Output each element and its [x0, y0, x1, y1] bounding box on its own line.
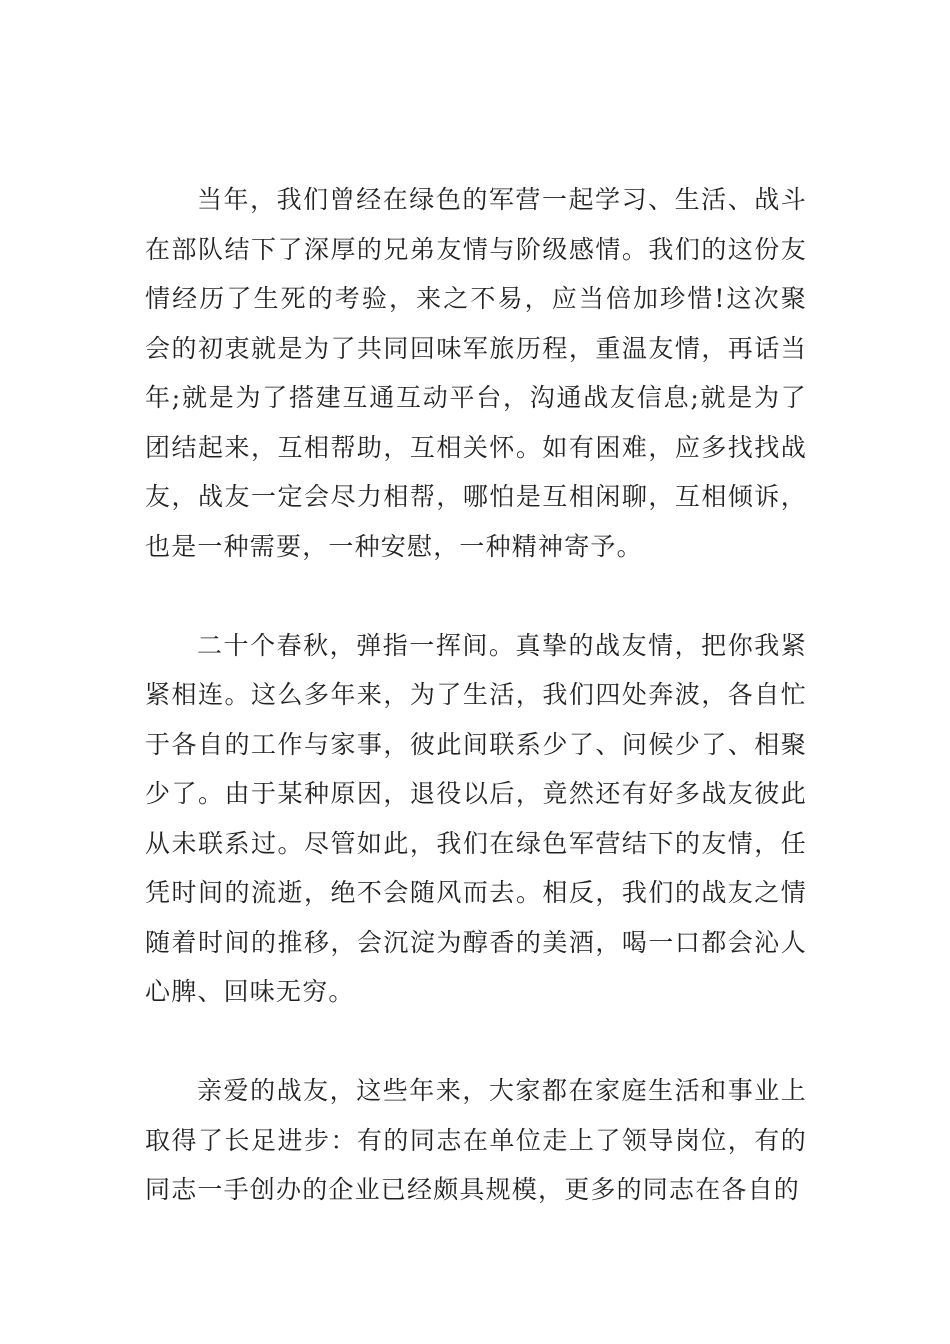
paragraph-3: 亲爱的战友，这些年来，大家都在家庭生活和事业上取得了长足进步：有的同志在单位走上了领导岗位，有的同志一手创办的企业已经颇具规模，更多的同志在各自的	[145, 1076, 807, 1204]
document-body	[145, 175, 807, 1215]
paragraph-2: 二十个春秋，弹指一挥间。真挚的战友情，把你我紧紧相连。这么多年来，为了生活，我们四处奔波，各自忙于各自的工作与家事，彼此间联系少了、问候少了、相聚少了。由于某种原因，退役以后，竟然还有好多战友彼此从未联系过。尽管如此，我们在绿色军营结下的友情，任凭时间的流逝，绝不会随风而去。相反，我们的战友之情随着时间的推移，会沉淀为醇香的美酒，喝一口都会沁人心脾、回味无穷。	[145, 630, 807, 1006]
paragraph-1: 当年，我们曾经在绿色的军营一起学习、生活、战斗在部队结下了深厚的兄弟友情与阶级感情。我们的这份友情经历了生死的考验，来之不易，应当倍加珍惜!这次聚会的初衷就是为了共同回味军旅历程，重温友情，再话当年;就是为了搭建互通互动平台，沟通战友信息;就是为了团结起来，互相帮助，互相关怀。如有困难，应多找找战友，战友一定会尽力相帮，哪怕是互相闲聊，互相倾诉，也是一种需要，一种安慰，一种精神寄予。	[145, 185, 807, 561]
